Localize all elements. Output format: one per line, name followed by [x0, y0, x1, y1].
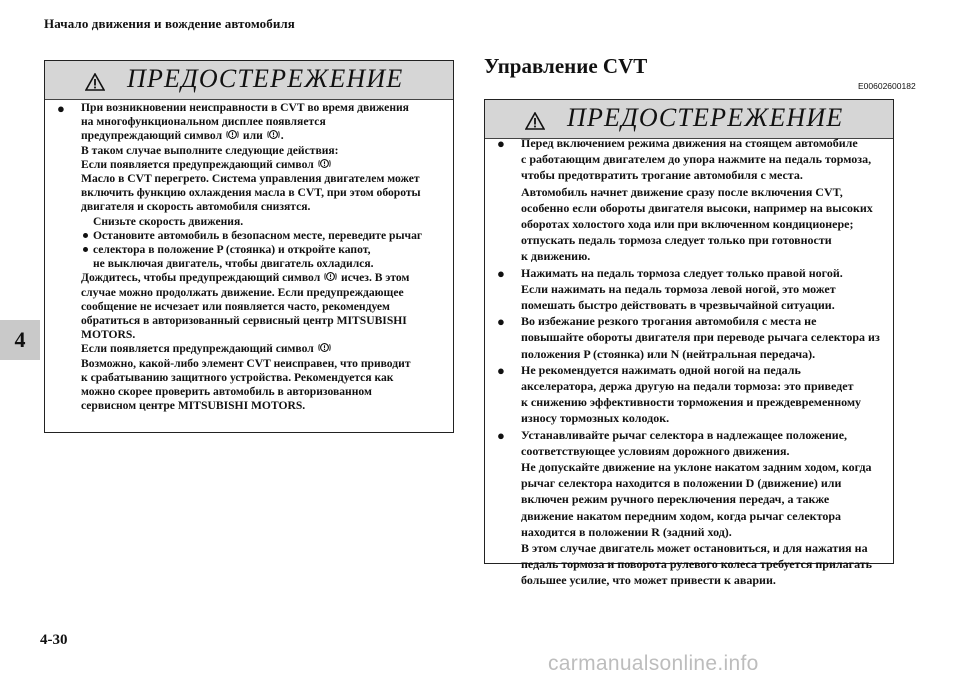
warning-text: Если появляется предупреждающий символ: [81, 157, 314, 171]
warning-line: двигателя и скорость автомобиля снизятся.: [81, 200, 311, 214]
page-number: 4-30: [40, 632, 68, 648]
sub-bullet-icon: [83, 233, 88, 238]
warning-line: обратиться в авторизованный сервисный центр MITSUBISHI: [81, 314, 407, 327]
warning-title: ПРЕДОСТЕРЕЖЕНИЕ: [567, 103, 844, 132]
warning-line: Если нажимать на педаль тормоза левой ногой, это может: [521, 281, 836, 296]
warning-header: [485, 100, 893, 139]
warning-line: включить функцию охлаждения масла в CVT, при этом обороты: [81, 186, 421, 200]
chapter-number: 4: [14, 327, 26, 352]
bullet-icon: ●: [497, 314, 505, 330]
bullet-icon: ●: [497, 362, 505, 378]
bullet-icon: ●: [497, 427, 505, 443]
warning-line: педаль тормоза и поворота рулевого колеса требуется прилагать: [521, 557, 872, 572]
section-title: Управление CVT: [484, 54, 648, 78]
running-header: Начало движения и вождение автомобиля: [44, 16, 295, 31]
warning-line: Нажимать на педаль тормоза следует только правой ногой.: [521, 265, 843, 280]
bullet-icon: ●: [497, 136, 505, 151]
sub-bullet-icon: [83, 247, 88, 252]
warning-line: с работающим двигателем до упора нажмите на педаль тормоза,: [521, 152, 872, 167]
warning-line: не выключая двигатель, чтобы двигатель охладился.: [93, 257, 374, 271]
warning-box-left: [44, 60, 454, 433]
warning-line: акселератора, держа другую на педали тормоза: это приведет: [521, 379, 854, 393]
cvt-warning-indicator-icon: [226, 128, 239, 141]
warning-line: При возникновении неисправности в CVT во время движения: [81, 101, 409, 114]
warning-line: селектора в положение P (стоянка) и откройте капот,: [93, 243, 371, 256]
warning-line: Автомобиль начнет движение сразу после включения CVT,: [521, 184, 843, 199]
warning-line: находится в положении R (задний ход).: [521, 524, 732, 539]
warning-line: Устанавливайте рычаг селектора в надлежащее положение,: [521, 427, 848, 442]
warning-line: Возможно, какой-либо элемент CVT неисправен, что приводит: [81, 356, 411, 370]
warning-line: сообщение не исчезает или появляется часто, рекомендуем: [81, 299, 390, 313]
warning-text: предупреждающий символ: [81, 129, 223, 143]
warning-line: Остановите автомобиль в безопасном месте, переведите рычаг: [93, 228, 423, 242]
warning-triangle-icon: [85, 73, 105, 91]
section-code: E00602600182: [858, 81, 916, 91]
warning-line: движение накатом передним ходом, когда рычаг селектора: [521, 508, 841, 523]
warning-line: В этом случае двигатель может остановиться, и для нажатия на: [521, 541, 868, 555]
bullet-icon: ●: [57, 101, 65, 116]
warning-line: Перед включением режима движения на стоящем автомобиле: [521, 136, 858, 150]
cvt-warning-indicator-icon: [267, 128, 280, 141]
warning-box-right: [484, 99, 894, 588]
warning-header: [45, 61, 453, 100]
watermark: carmanualsonline.info: [548, 652, 759, 675]
warning-line: В таком случае выполните следующие действия:: [81, 143, 339, 157]
warning-line: Снизьте скорость движения.: [93, 214, 244, 228]
warning-text: исчез. В этом: [341, 271, 410, 285]
warning-line: износу тормозных колодок.: [521, 411, 670, 426]
warning-line: положения P (стоянка) или N (нейтральная передача).: [521, 346, 816, 361]
cvt-warning-indicator-icon: [324, 270, 337, 283]
warning-line: отпускать педаль тормоза следует только при готовности: [521, 233, 832, 248]
warning-text: или: [242, 129, 263, 143]
warning-line: можно скорее проверить автомобиль в авторизованном: [81, 385, 372, 398]
warning-line: Не допускайте движение на уклоне накатом задним ходом, когда: [521, 460, 872, 474]
warning-line: Не рекомендуется нажимать одной ногой на педаль: [521, 362, 801, 377]
warning-line: к движению.: [521, 249, 591, 264]
warning-line: повышайте обороты двигателя при переводе рычага селектора из: [521, 330, 880, 345]
warning-text: Дождитесь, чтобы предупреждающий символ: [81, 271, 321, 285]
warning-line: помешать быстро действовать в чрезвычайной ситуации.: [521, 298, 835, 312]
cvt-warning-indicator-icon: [318, 341, 331, 354]
warning-line: соответствующее условиям дорожного движения.: [521, 443, 790, 458]
warning-line: большее усилие, что может привести к аварии.: [521, 573, 776, 588]
warning-text: Если появляется предупреждающий символ: [81, 342, 314, 356]
warning-line: MOTORS.: [81, 328, 136, 342]
warning-line-with-icons: [81, 270, 409, 285]
warning-line: сервисном центре MITSUBISHI MOTORS.: [81, 399, 306, 413]
warning-line: чтобы предотвратить трогание автомобиля с места.: [521, 168, 803, 183]
warning-line: Масло в CVT перегрето. Система управления двигателем может: [81, 172, 420, 185]
warning-line: случае можно продолжать движение. Если предупреждающее: [81, 285, 404, 299]
warning-line-with-icons: предупреждающий символ или .: [81, 129, 284, 143]
warning-line: особенно если обороты двигателя высоки, например на высоких: [521, 200, 873, 215]
warning-line: на многофункциональном дисплее появляется: [81, 115, 326, 129]
warning-line: рычаг селектора находится в положении D (движение) или: [521, 476, 842, 491]
warning-line: включен режим ручного переключения передач, а также: [521, 492, 830, 507]
warning-line-with-icons: [81, 341, 332, 356]
bullet-icon: ●: [497, 265, 505, 281]
warning-line: Во избежание резкого трогания автомобиля с места не: [521, 314, 817, 329]
cvt-warning-indicator-icon: [318, 157, 331, 170]
warning-line: оборотах холостого хода или при включенном кондиционере;: [521, 217, 854, 231]
warning-line: к срабатыванию защитного устройства. Рекомендуется как: [81, 370, 394, 384]
warning-line: к снижению эффективности торможения и преждевременному: [521, 395, 862, 410]
warning-triangle-icon: [525, 112, 545, 130]
warning-title: ПРЕДОСТЕРЕЖЕНИЕ: [127, 64, 404, 93]
warning-line-with-icons: [81, 157, 332, 172]
